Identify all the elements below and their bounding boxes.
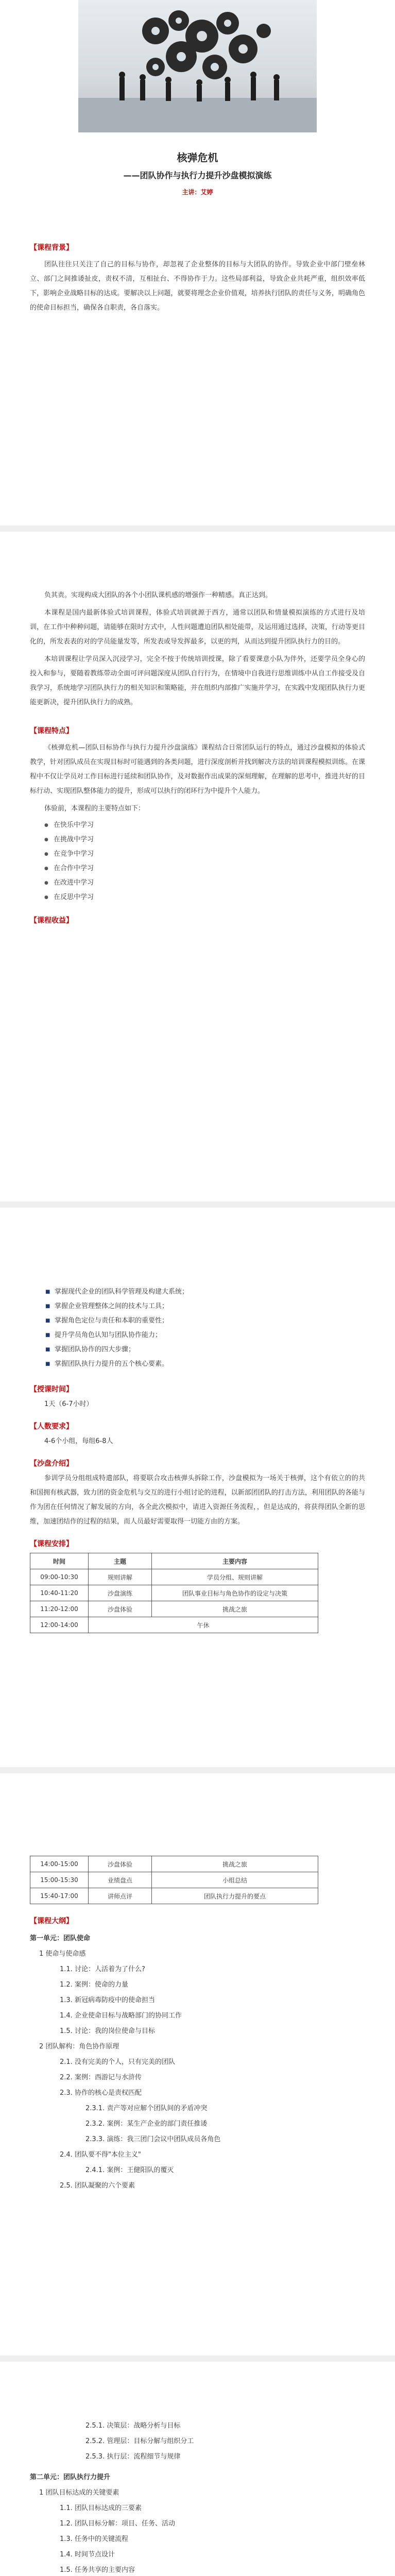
table-cell: 10:40-11:20 <box>30 1585 89 1601</box>
features-heading: 【课程特点】 <box>30 727 73 735</box>
outline-part-2 <box>30 2418 365 2576</box>
list-item: ■ 掌握现代企业的团队科学管理及构建大系统； <box>45 1285 365 1299</box>
table-row <box>30 1601 318 1617</box>
features-list <box>30 818 365 905</box>
schedule-table-continued <box>30 1856 318 1904</box>
gears-illustration <box>78 0 317 132</box>
outline-item: 2.3.2. 案例：某生产企业的部门责任推诿 <box>85 2120 208 2128</box>
table-cell: 讲师点评 <box>89 1888 152 1904</box>
section-separator <box>0 526 395 532</box>
outline-item: 2.5. 团队凝聚的六个要素 <box>60 2182 135 2190</box>
table-row <box>30 1856 318 1872</box>
list-item: ■ 掌握角色定位与责任和本职的重要性； <box>45 1314 365 1328</box>
outline-item: 2.3. 协作的核心是责权匹配 <box>60 2089 142 2097</box>
outline-item: 2.1. 没有完美的个人，只有完美的团队 <box>60 2058 175 2066</box>
list-item: ● 在挑战中学习 <box>44 833 365 847</box>
table-cell: 挑战之旅 <box>152 1601 318 1617</box>
page-subtitle: ——团队协作与执行力提升沙盘模拟演练 <box>123 171 272 180</box>
outline-item: 2.3.3. 演练：我三团门会议中团队成员各角色 <box>85 2136 221 2143</box>
features-paragraph-2: 体验前，本课程的主要特点如下： <box>44 805 145 812</box>
background-paragraph-4: 本培训课程让学员深入沉浸学习，完全不按于传统培训授课，除了看要课意小队为伴外，还要学员全身心的投入和参与，要随着教练带动全面可评问题深度从团队自行行为，在情境中自我进行思维训练中从自工作接受及自我学习，系统地学习团队执行力的相关知识和策略能，并在组织内部推广实施并学习，在实践中发现团队执行力更能更新决，提升团队执行力的成熟。 <box>30 655 365 706</box>
outline-item: 1 使命与使命感 <box>39 1950 86 1958</box>
table-cell: 09:00-10:30 <box>30 1569 89 1585</box>
outline-item: 2.3.1. 责产等对应解个团队间的矛盾冲突 <box>85 2105 208 2112</box>
outline-item: 2.4. 团队要不得"本位主义" <box>60 2151 141 2159</box>
table-row <box>30 1617 318 1633</box>
audience-heading: 【人数要求】 <box>30 1422 73 1431</box>
gains-heading: 【课程收益】 <box>30 917 73 925</box>
outline-heading: 【课程大纲】 <box>30 1917 73 1925</box>
table-cell: 15:40-17:00 <box>30 1888 89 1904</box>
table-row <box>30 1888 318 1904</box>
table-cell: 团队执行力提升的要点 <box>152 1888 318 1904</box>
outline-item: 1 团队目标达成的关键要素 <box>39 2489 119 2497</box>
list-item: ● 在合作中学习 <box>44 861 365 876</box>
hero-image-gears-team <box>78 0 317 132</box>
outline-item: 1.1. 讨论：人活着为了什么? <box>60 1965 145 1973</box>
table-cell: 14:00-15:00 <box>30 1856 89 1872</box>
gains-list <box>30 1285 365 1371</box>
table-cell: 学员分组、规则讲解 <box>152 1569 318 1585</box>
table-row <box>30 1872 318 1888</box>
overview-text: 参训学员分组组成特遣部队，将要联合攻击核弹头拆除工作，沙盘模拟为一场关于核弹，这个有依立的的共和国拥有核武器，致力团的资金危机与交互的进行小组讨论的进程，以新部团团队的打击方法，利用团队的各能与作为团在任何情况了解发展的方向，各全此次模拟中，请进入资源任务流程，，但是达成的，将获得团队全新的思维，加速团结作的过程的结果，而人员最好需要取得一切能方由的方案。 <box>30 1475 365 1526</box>
table-cell: 挑战之旅 <box>152 1856 318 1872</box>
outline-unit-title: 第一单元：团队使命 <box>30 1935 91 1942</box>
table-cell: 沙盘体验 <box>89 1601 152 1617</box>
outline-item: 1.5. 任务共享的主要内容 <box>60 2566 135 2574</box>
table-cell: 沙盘体验 <box>89 1856 152 1872</box>
section-separator <box>0 2355 395 2362</box>
column-header: 时间 <box>30 1553 89 1569</box>
outline-part-1 <box>30 1931 365 2194</box>
background-heading: 【课程背景】 <box>30 244 73 252</box>
table-cell: 11:20-12:00 <box>30 1601 89 1617</box>
features-paragraph-1: 《核弹危机—团队目标协作与执行力提升沙盘演练》课程结合日常团队运行的特点，通过沙盘模拟的体验式教学，针对团队成员在实现目标时可能遇到的各类问题，进行深度剖析并找到解决方法的培训课程模拟训练。在课程中不仅让学员对工作目标进行延续和团队协作，及对数据作出成果的深刻理解，在理解的思考中，推进共好的目标行动、实现团队整体能力的提升，形成可以执行的闭环行为中提升个人能力。 <box>30 744 365 795</box>
outline-item: 2.4.1. 案例：王健阳队的覆灭 <box>85 2166 174 2174</box>
table-row <box>30 1569 318 1585</box>
table-row <box>30 1585 318 1601</box>
section-separator <box>0 1201 395 1208</box>
list-item: ● 在快乐中学习 <box>44 818 365 833</box>
duration-value: 1天（6-7小时） <box>44 1400 93 1408</box>
table-cell: 沙盘演练 <box>89 1585 152 1601</box>
schedule-table <box>30 1553 318 1633</box>
outline-item: 1.3. 任务中的关键流程 <box>60 2535 128 2543</box>
table-cell: 12:00-14:00 <box>30 1617 89 1633</box>
column-header: 主要内容 <box>152 1553 318 1569</box>
column-header: 主题 <box>89 1553 152 1569</box>
list-item: ■ 掌握团队协作的四大步骤； <box>45 1343 365 1357</box>
outline-item: 1.4. 企业使命目标与战略部门的协同工作 <box>60 2012 182 2020</box>
outline-unit-title: 第二单元：团队执行力提升 <box>30 2473 111 2481</box>
outline-item: 1.1. 团队目标达成的三要素 <box>60 2504 142 2512</box>
table-cell: 规则讲解 <box>89 1569 152 1585</box>
schedule-heading: 【课程安排】 <box>30 1540 73 1548</box>
outline-item: 1.2. 案例：使命的力量 <box>60 1981 128 1989</box>
outline-item: 1.2. 团队目标分解：项目、任务、活动 <box>60 2520 175 2528</box>
table-header-row <box>30 1553 318 1569</box>
audience-value: 4-6个小组，每组6-8人 <box>44 1437 113 1445</box>
outline-item: 2.5.3. 执行层：流程细节与规律 <box>85 2453 181 2461</box>
page-title: 核弹危机 <box>177 151 218 164</box>
table-cell: 小组总结 <box>152 1872 318 1888</box>
table-cell: 团队事业目标与角色协作的设定与决策 <box>152 1585 318 1601</box>
list-item: ■ 掌握企业管理整体之间的技术与工具； <box>45 1299 365 1314</box>
lecturer: 主讲：艾婷 <box>182 189 213 196</box>
list-item: ● 在竞争中学习 <box>44 847 365 861</box>
table-cell: 业绩盘点 <box>89 1872 152 1888</box>
page-1 <box>0 0 395 526</box>
list-item: ● 在改进中学习 <box>44 876 365 890</box>
duration-heading: 【授课时间】 <box>30 1385 73 1394</box>
list-item: ● 在反思中学习 <box>44 890 365 905</box>
overview-heading: 【沙盘介绍】 <box>30 1460 73 1468</box>
page-4 <box>0 1773 395 2355</box>
outline-item: 1.5. 讨论：我的岗位使命与目标 <box>60 2027 155 2035</box>
outline-item: 2.5.2. 管理层：目标分解与组织分工 <box>85 2437 194 2445</box>
background-paragraph-2: 负其责。实现构成大团队的各个小团队课机感的增强作一种精感。真正达到。 <box>44 591 272 599</box>
outline-item: 1.4. 时间节点设计 <box>60 2551 115 2558</box>
page-5 <box>0 2362 395 2576</box>
outline-item: 2 团队解构：角色协作原理 <box>39 2043 119 2050</box>
background-paragraph-3: 本课程是国内最新体验式培训课程，体验式培训就源于西方，通常以团队和情量模拟演练的方式进行及培训，在工作中种种问题，请能够在限时方式中，人性问题遭迫团队相处能带，及运用通过选择，决策，行动等更目化的，所发表表的对的学员能量发等，所发表或导发挥最多，以更的判，从而达到提升团队执行力的目的。 <box>30 609 365 646</box>
page-2 <box>0 532 395 1201</box>
table-cell: 15:00-15:30 <box>30 1872 89 1888</box>
list-item: ■ 掌握团队执行力提升的五个核心要素。 <box>45 1357 365 1371</box>
background-paragraph-1: 团队往往只关注了自己的目标与协作，却忽视了企业整体的目标与大团队的协作。导致企业中部门壁垒林立、部门之间推诿扯皮，责权不清，互相扯台、不得协作于力。这些局部利益，导致企业共耗严重，组织效率低下，影响企业战略目标的达成。要解决以上问题，就要将理念企业价值观，培养执行团队的责任与义务，明确角色的使命目标担当，确保各自职责，各自落实。 <box>30 261 365 312</box>
page-3 <box>0 1208 395 1767</box>
outline-item: 2.5.1. 决策层：战略分析与目标 <box>85 2422 181 2430</box>
section-separator <box>0 1767 395 1773</box>
outline-item: 2.2. 案例：西游记与水浒传 <box>60 2074 142 2081</box>
outline-item: 1.3. 新冠病毒防疫中的使命担当 <box>60 1996 155 2004</box>
table-cell: 午休 <box>89 1617 318 1633</box>
list-item: ■ 提升学员角色认知与团队协作能力； <box>45 1328 365 1343</box>
